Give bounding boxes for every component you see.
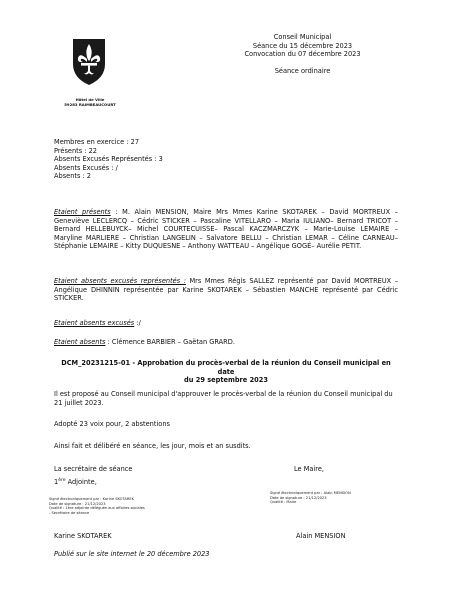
presents-text: : M. Alain MENSION, Maire Mrs Mmes Karine SKOTAREK – David MORTREUX – Geneviève LECLERCQ – Cédric STICKER – Pascaline VITELLARO – Maria IULIANO– Bernard TRICOT – Bernard HELLEBUYCK– Michel COURTECUISSE– Pascal KACZMARCZYK – Marie-Louise LEMAIRE – Maryline MARLIERE – Christian LANGELIN – Salvatore BELLU – Christian LEMAR – Céline CARNEAU– Stéphanie LEMAIRE – Kitty DUQUESNE – Anthony WATTEAU – Angélique GOGÉ– Aurélie PETIT. xyxy=(54,208,398,251)
absent-paragraph xyxy=(54,338,398,347)
council-title: Conseil Municipal xyxy=(273,33,332,41)
present-count: Présents : 22 xyxy=(54,146,97,155)
represented-text: Mrs Mmes Régis SALLEZ représenté par David MORTREUX – Angélique DHINNIN représentée par Karine SKOTAREK – Sébastien MANCHE représenté par Cédric STICKER. xyxy=(54,277,398,303)
session-date: Séance du 15 décembre 2023 xyxy=(252,41,353,50)
cert-line: Qualité : 1ère adjointe déléguée aux affaires sociales xyxy=(49,506,145,511)
secretary-title: La secrétaire de séance xyxy=(54,465,133,473)
mayor-name: Alain MENSION xyxy=(296,532,346,540)
mayor-title: Le Maire, xyxy=(294,465,324,473)
members-count: Membres en exercice : 27 xyxy=(54,138,140,146)
presents-label: Etaient présents xyxy=(54,208,111,216)
excused-paragraph xyxy=(54,319,398,328)
cert-line: - Secrétaire de séance xyxy=(49,510,90,515)
excused-label: Etaient absents excusés xyxy=(54,319,135,327)
session-type: Séance ordinaire xyxy=(274,66,331,75)
absent-text: : Clémence BARBIER – Gaëtan GRARD. xyxy=(105,338,235,346)
adjoint-title: 1ère Adjointe, xyxy=(54,478,97,487)
convocation-date: Convocation du 07 décembre 2023 xyxy=(244,50,361,59)
absent-count: Absents : 2 xyxy=(54,172,91,181)
secretary-signature-block xyxy=(49,497,179,515)
excused-count: Absents Excusés : / xyxy=(54,163,118,172)
represented-count: Absents Excusés Représentés : 3 xyxy=(54,155,163,164)
cert-line: Signé électroniquement par : Karine SKOTAREK xyxy=(49,497,135,501)
proposal-text: Il est proposé au Conseil municipal d'approuver le procès-verbal de la réunion du Conseil municipal du 21 juillet 2023. xyxy=(54,390,393,407)
decision-title: DCM_20231215-01 - Approbation du procès-verbal de la réunion du Conseil municipal en date xyxy=(61,359,391,376)
closing-text: Ainsi fait et délibéré en séance, les jour, mois et an susdits. xyxy=(54,442,251,450)
cert-line: Signé électroniquement par : Alain MENSION xyxy=(270,491,351,495)
absent-label: Etaient absents xyxy=(54,338,106,346)
mayor-signature-block xyxy=(270,491,390,505)
publication-note: Publié sur le site internet le 20 décembre 2023 xyxy=(54,550,210,558)
townhall-address: 59283 RAIMBEAUCOURT xyxy=(64,102,116,107)
represented-label: Etaient absents excusés représentés : xyxy=(54,277,186,285)
excused-text: :/ xyxy=(134,319,141,327)
presents-paragraph xyxy=(54,208,398,251)
fleur-de-lis-shield-icon xyxy=(72,38,106,86)
town-logo xyxy=(72,38,106,86)
cert-line: Date de signature : 21/12/2023 xyxy=(270,495,327,500)
vote-result: Adopté 23 voix pour, 2 abstentions xyxy=(54,420,170,428)
decision-subtitle: du 29 septembre 2023 xyxy=(184,376,268,385)
cert-line: Date de signature : 21/12/2023 xyxy=(49,501,106,506)
cert-line: Qualité : Maire xyxy=(270,500,297,505)
secretary-name: Karine SKOTAREK xyxy=(54,532,112,540)
represented-paragraph xyxy=(54,277,398,303)
townhall-name: Hôtel de Ville xyxy=(75,97,105,102)
